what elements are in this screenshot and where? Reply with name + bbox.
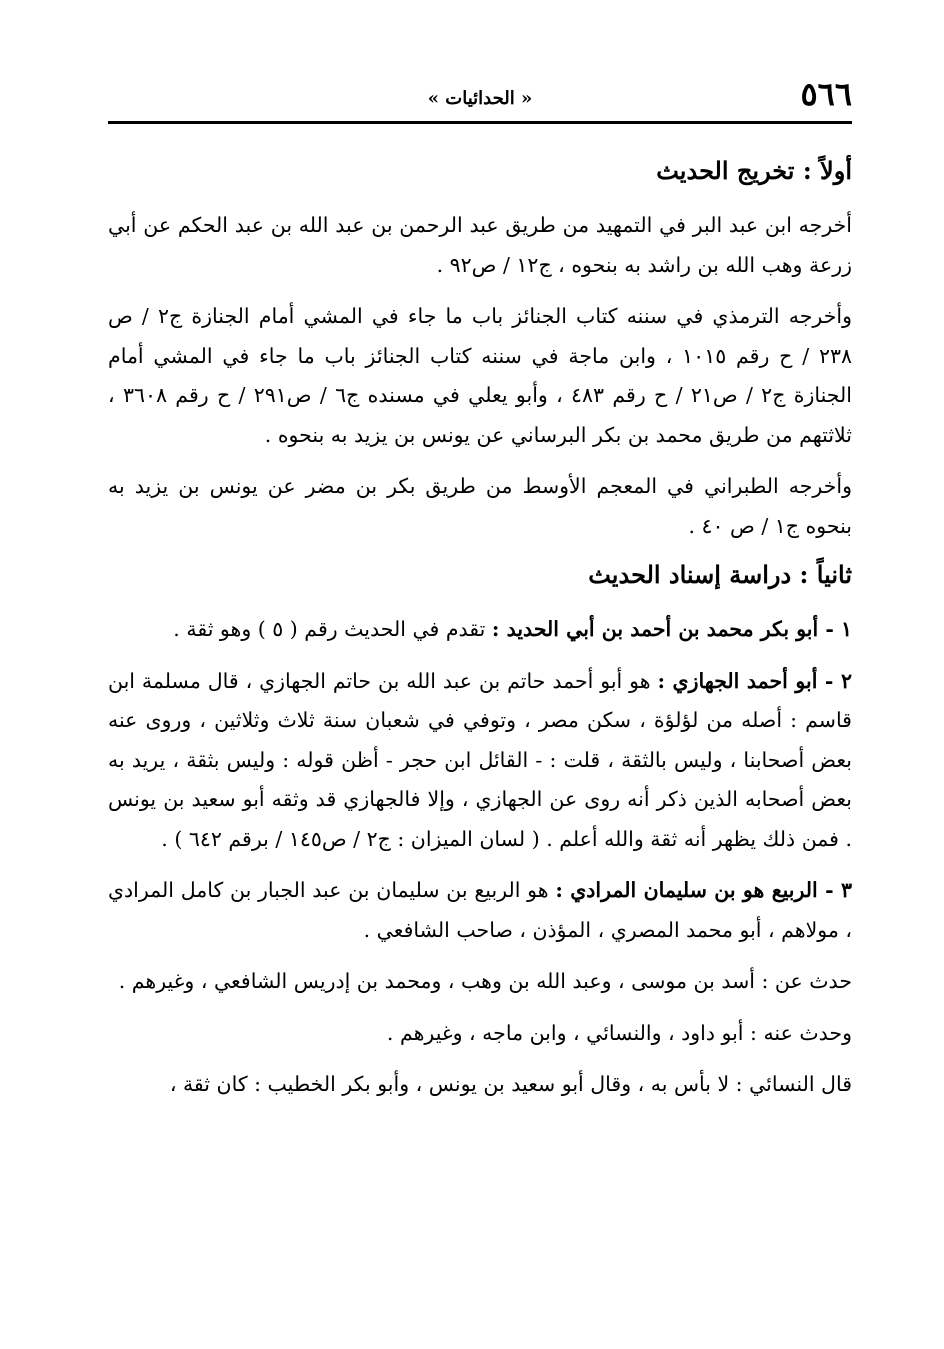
paragraph-haddatha-an: حدث عن : أسد بن موسى ، وعبد الله بن وهب ، ومحمد بن إدريس الشافعي ، وغيرهم . — [118, 969, 852, 993]
running-header — [108, 0, 852, 124]
page-number: ٥٦٦ — [800, 75, 852, 113]
narrator-entry-2 — [108, 662, 852, 860]
narrator-text-3: هو الربيع بن سليمان بن عبد الجبار بن كامل المرادي ، مولاهم ، أبو محمد المصري ، المؤذن ، صاحب الشافعي . — [108, 878, 852, 942]
narrator-name-2: ٢ - أبو أحمد الجهازي : — [657, 668, 852, 693]
paragraph-tirmidhi: وأخرجه الترمذي في سننه كتاب الجنائز باب ما جاء في المشي أمام الجنازة ج٢ / ص ٢٣٨ / ح رقم ١٠١٥ ، وابن ماجة في سننه كتاب الجنائز باب ما جاء في المشي أمام الجنازة ج٢ / ص٢١ / ح رقم ٤٨٣ ، وأبو يعلي في مسنده ج٦ / ص٢٩١ / ح رقم ٣٦٠٨ ، ثلاثتهم من طريق محمد بن بكر البرساني عن يونس بن يزيد به بنحوه . — [108, 304, 853, 447]
section-heading-isnad: ثانياً : دراسة إسناد الحديث — [588, 560, 852, 589]
paragraph-ibn-abd-al-barr: أخرجه ابن عبد البر في التمهيد من طريق عبد الرحمن بن عبد الله بن عبد الحكم عن أبي زرعة وهب الله بن راشد به بنحوه ، ج١٢ / ص٩٢ . — [108, 213, 852, 277]
narrator-entry-3 — [108, 871, 852, 950]
page-body — [108, 124, 852, 1105]
narrator-entry-1 — [108, 610, 852, 650]
paragraph-nasai: قال النسائي : لا بأس به ، وقال أبو سعيد بن يونس ، وأبو بكر الخطيب : كان ثقة ، — [169, 1072, 852, 1096]
narrator-text-2: هو أبو أحمد حاتم بن عبد الله بن حاتم الجهازي ، قال مسلمة ابن قاسم : أصله من لؤلؤة ، سكن مصر ، وتوفي في شعبان سنة ثلاث وثلاثين ، وروى عنه بعض أصحابنا ، وليس بالثقة ، قلت : - القائل ابن حجر - أظن قوله : وليس بثقة ، يريد به بعض أصحابه الذين ذكر أنه روى عن الجهازي ، وإلا فالجهازي قد وثقه أبو سعيد بن يونس . فمن ذلك يظهر أنه ثقة والله أعلم . ( لسان الميزان : ج٢ / ص١٤٥ / برقم ٦٤٢ ) . — [108, 668, 852, 851]
narrator-text-1: تقدم في الحديث رقم ( ٥ ) وهو ثقة . — [173, 617, 492, 641]
running-title: « الحدائيات » — [427, 88, 533, 109]
paragraph-haddatha-anhu: وحدث عنه : أبو داود ، والنسائي ، وابن ماجه ، وغيرهم . — [386, 1020, 852, 1045]
paragraph-tabarani: وأخرجه الطبراني في المعجم الأوسط من طريق بكر بن مضر عن يونس بن يزيد به بنحوه ج١ / ص ٤٠ . — [108, 474, 852, 538]
narrator-name-1: ١ - أبو بكر محمد بن أحمد بن أبي الحديد : — [491, 617, 852, 641]
section-heading-takhrij: أولاً : تخريج الحديث — [656, 156, 852, 185]
narrator-name-3: ٣ - الربيع هو بن سليمان المرادي : — [555, 878, 853, 902]
